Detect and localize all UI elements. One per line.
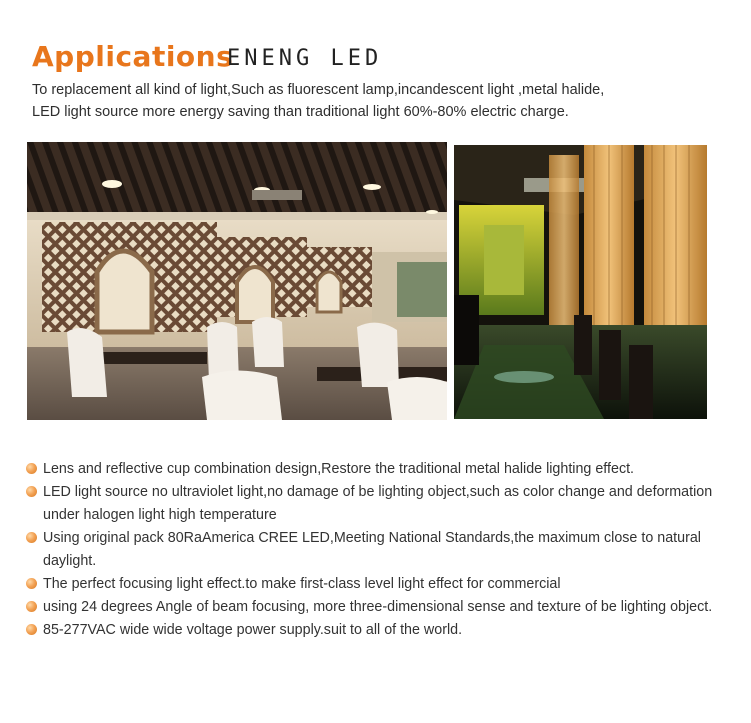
bullet-dot-icon bbox=[26, 532, 37, 543]
intro-text bbox=[32, 79, 732, 123]
intro-line-2: LED light source more energy saving than traditional light 60%-80% electric charge. bbox=[32, 104, 569, 120]
bullet-dot-icon bbox=[26, 624, 37, 635]
bullet-dot-icon bbox=[26, 601, 37, 612]
feature-text: 85-277VAC wide wide voltage power supply.suit to all of the world. bbox=[43, 622, 463, 638]
brand-name: ENENG LED bbox=[227, 46, 383, 71]
restaurant-photo bbox=[27, 142, 447, 420]
feature-text: The perfect focusing light effect.to make first-class level light effect for commercial bbox=[43, 576, 561, 592]
page-title: Applications bbox=[32, 40, 234, 73]
feature-text: Lens and reflective cup combination design,Restore the traditional metal halide lighting effect. bbox=[43, 461, 635, 477]
feature-list bbox=[26, 458, 738, 642]
bullet-dot-icon bbox=[26, 486, 37, 497]
list-item bbox=[26, 619, 738, 642]
list-item bbox=[26, 573, 738, 596]
list-item bbox=[26, 527, 738, 573]
feature-text: LED light source no ultraviolet light,no damage of be lighting object,such as color change and deformation under halogen light high temperature bbox=[43, 484, 713, 523]
list-item bbox=[26, 481, 738, 527]
corridor-photo bbox=[454, 145, 707, 419]
list-item bbox=[26, 596, 738, 619]
bullet-dot-icon bbox=[26, 578, 37, 589]
list-item bbox=[26, 458, 738, 481]
bullet-dot-icon bbox=[26, 463, 37, 474]
intro-line-1: To replacement all kind of light,Such as fluorescent lamp,incandescent light ,metal halide, bbox=[32, 82, 605, 98]
feature-text: Using original pack 80RaAmerica CREE LED,Meeting National Standards,the maximum close to natural daylight. bbox=[43, 530, 701, 569]
feature-text: using 24 degrees Angle of beam focusing, more three-dimensional sense and texture of be lighting object. bbox=[43, 599, 713, 615]
